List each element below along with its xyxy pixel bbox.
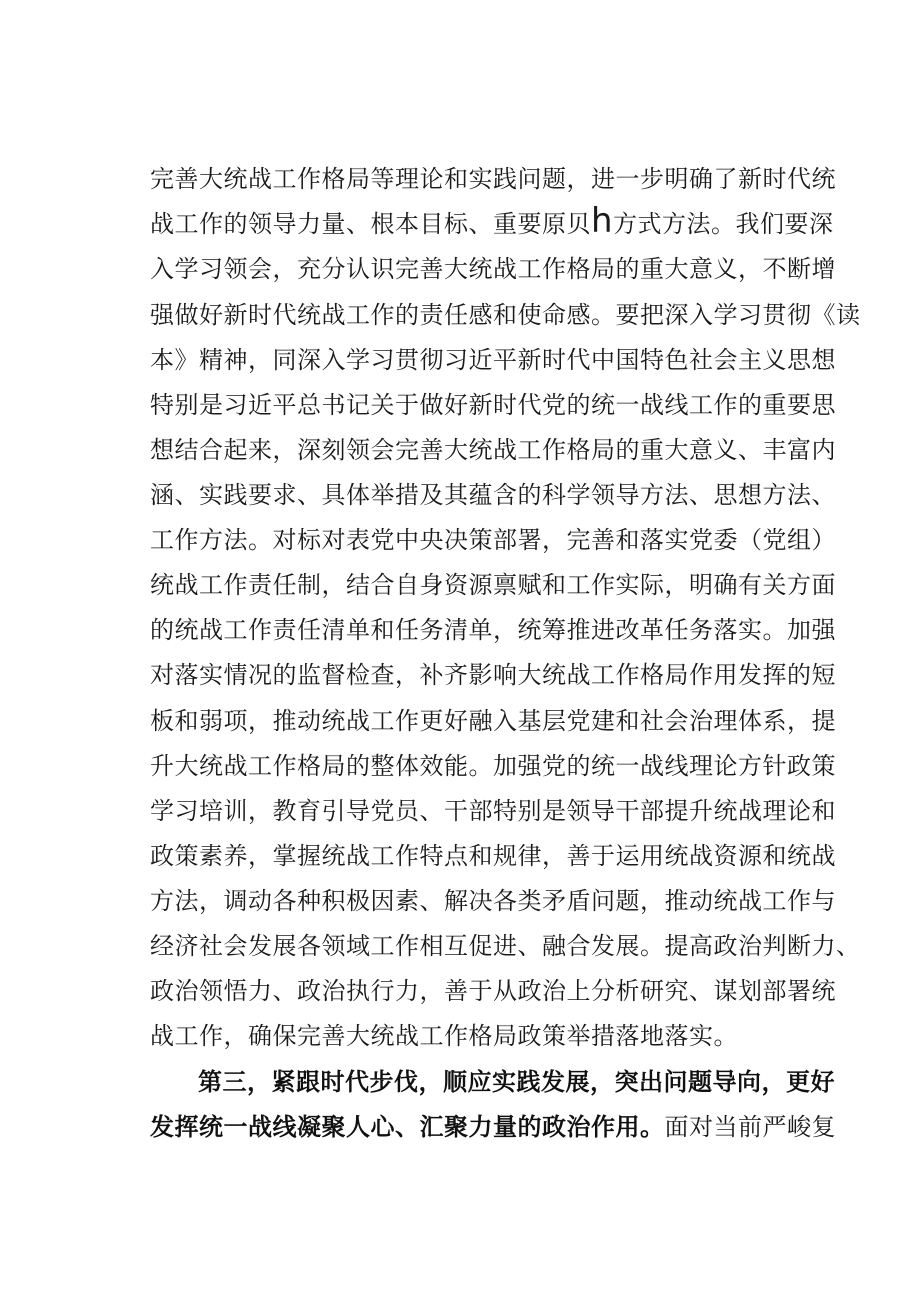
paragraph-1-line-15: 学习培训，教育引导党员、干部特别是领导干部提升统战理论和 <box>150 797 836 825</box>
paragraph-1-line-6: 特别是习近平总书记关于做好新时代党的统一战线工作的重要思 <box>150 391 836 419</box>
paragraph-1-line-18: 经济社会发展各领域工作相互促进、融合发展。提高政治判断力、 <box>150 932 861 960</box>
line-2-tail: 方式方法。我们要深 <box>613 210 834 238</box>
paragraph-1-line-5: 本》精神，同深入学习贯彻习近平新时代中国特色社会主义思想 <box>150 346 836 374</box>
paragraph-1-line-11: 的统战工作责任清单和任务清单，统筹推进改革任务落实。加强 <box>150 616 836 644</box>
paragraph-1-line-17: 方法，调动各种积极因素、解决各类矛盾问题，推动统战工作与 <box>150 887 836 915</box>
paragraph-2-line-2 <box>150 1106 836 1148</box>
paragraph-1-line-7: 想结合起来，深刻领会完善大统战工作格局的重大意义、丰富内 <box>150 436 836 464</box>
paragraph-2-body-start: 面对当前严峻复 <box>664 1113 836 1141</box>
paragraph-1-line-8: 涵、实践要求、具体举措及其蕴含的科学领导方法、思想方法、 <box>150 481 836 509</box>
paragraph-1-line-2 <box>150 201 834 245</box>
paragraph-1-line-4: 强做好新时代统战工作的责任感和使命感。要把深入学习贯彻《读 <box>150 301 861 329</box>
paragraph-1-line-1: 完善大统战工作格局等理论和实践问题，进一步明确了新时代统 <box>150 165 836 193</box>
stray-glyph: h <box>591 201 614 241</box>
line-2-lead: 战工作的领导力量、根本目标、重要原贝 <box>150 210 591 238</box>
paragraph-1-line-19: 政治领悟力、政治执行力，善于从政治上分析研究、谋划部署统 <box>150 977 836 1005</box>
paragraph-1-line-20: 战工作，确保完善大统战工作格局政策举措落地落实。 <box>150 1022 738 1050</box>
paragraph-1-line-14: 升大统战工作格局的整体效能。加强党的统一战线理论方针政策 <box>150 752 836 780</box>
paragraph-2-line-1: 第三，紧跟时代步伐，顺应实践发展，突出问题导向，更好 <box>198 1067 835 1096</box>
paragraph-2-bold-heading: 发挥统一战线凝聚人心、汇聚力量的政治作用。 <box>150 1112 665 1141</box>
paragraph-1-line-3: 入学习领会，充分认识完善大统战工作格局的重大意义，不断增 <box>150 255 836 283</box>
paragraph-1-line-13: 板和弱项，推动统战工作更好融入基层党建和社会治理体系，提 <box>150 707 836 735</box>
paragraph-1-line-10: 统战工作责任制，结合自身资源禀赋和工作实际，明确有关方面 <box>150 571 836 599</box>
paragraph-1-line-12: 对落实情况的监督检查，补齐影响大统战工作格局作用发挥的短 <box>150 661 836 689</box>
paragraph-1-line-9: 工作方法。对标对表党中央决策部署，完善和落实党委（党组） <box>150 526 836 554</box>
paragraph-1-line-16: 政策素养，掌握统战工作特点和规律，善于运用统战资源和统战 <box>150 842 836 870</box>
